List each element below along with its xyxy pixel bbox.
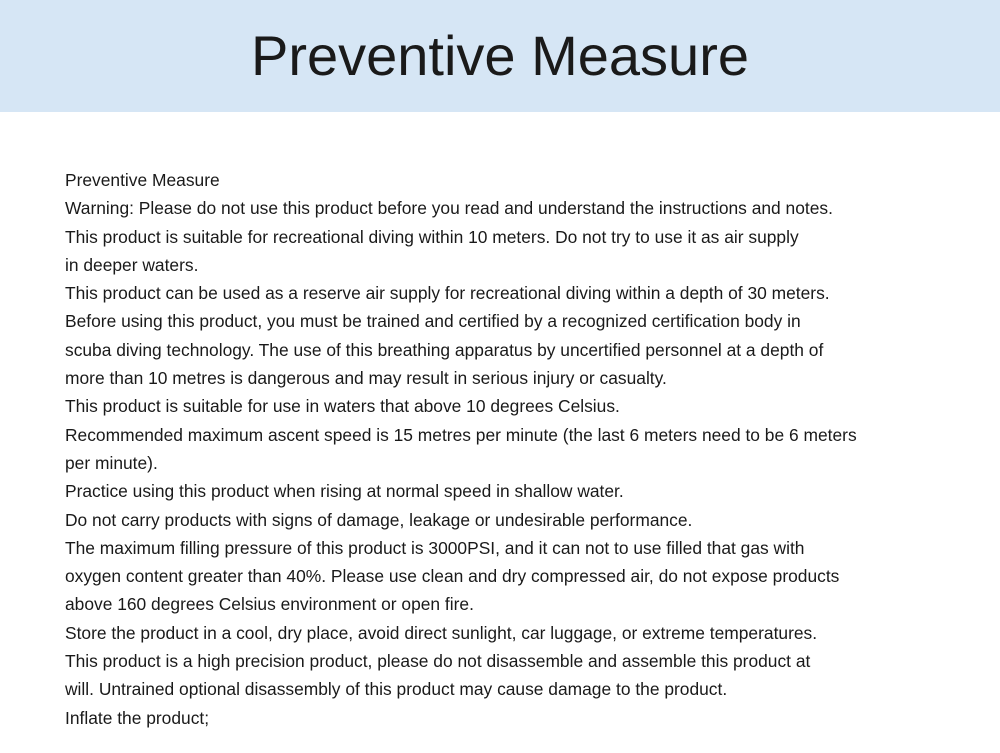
text-line: above 160 degrees Celsius environment or open fire. [65,594,474,615]
text-line: This product is suitable for use in waters that above 10 degrees Celsius. [65,396,620,417]
text-line: per minute). [65,452,158,473]
text-line: Warning: Please do not use this product before you read and understand the instructions and notes. [65,198,833,219]
text-line: more than 10 metres is dangerous and may result in serious injury or casualty. [65,368,667,389]
document-body [65,166,985,732]
header-band [0,0,1000,112]
text-line: oxygen content greater than 40%. Please use clean and dry compressed air, do not expose products [65,566,840,587]
text-line: Practice using this product when rising at normal speed in shallow water. [65,481,624,502]
text-line: Inflate the product; [65,707,210,728]
text-line: This product is a high precision product, please do not disassemble and assemble this product at [65,651,811,672]
text-line: in deeper waters. [65,254,199,275]
text-line: This product can be used as a reserve air supply for recreational diving within a depth of 30 meters. [65,283,830,304]
text-line: The maximum filling pressure of this product is 3000PSI, and it can not to use filled that gas with [65,537,805,558]
text-line: Do not carry products with signs of damage, leakage or undesirable performance. [65,509,693,530]
text-line: scuba diving technology. The use of this breathing apparatus by uncertified personnel at a depth of [65,339,824,360]
text-line: Store the product in a cool, dry place, avoid direct sunlight, car luggage, or extreme temperatures. [65,622,818,643]
page-title: Preventive Measure [250,23,749,87]
text-line: This product is suitable for recreational diving within 10 meters. Do not try to use it as air supply [65,226,799,247]
text-line: will. Untrained optional disassembly of this product may cause damage to the product. [65,679,728,700]
text-line: Recommended maximum ascent speed is 15 metres per minute (the last 6 meters need to be 6 meters [65,424,857,445]
text-line: Before using this product, you must be trained and certified by a recognized certification body in [65,311,801,332]
body-heading: Preventive Measure [65,170,220,190]
